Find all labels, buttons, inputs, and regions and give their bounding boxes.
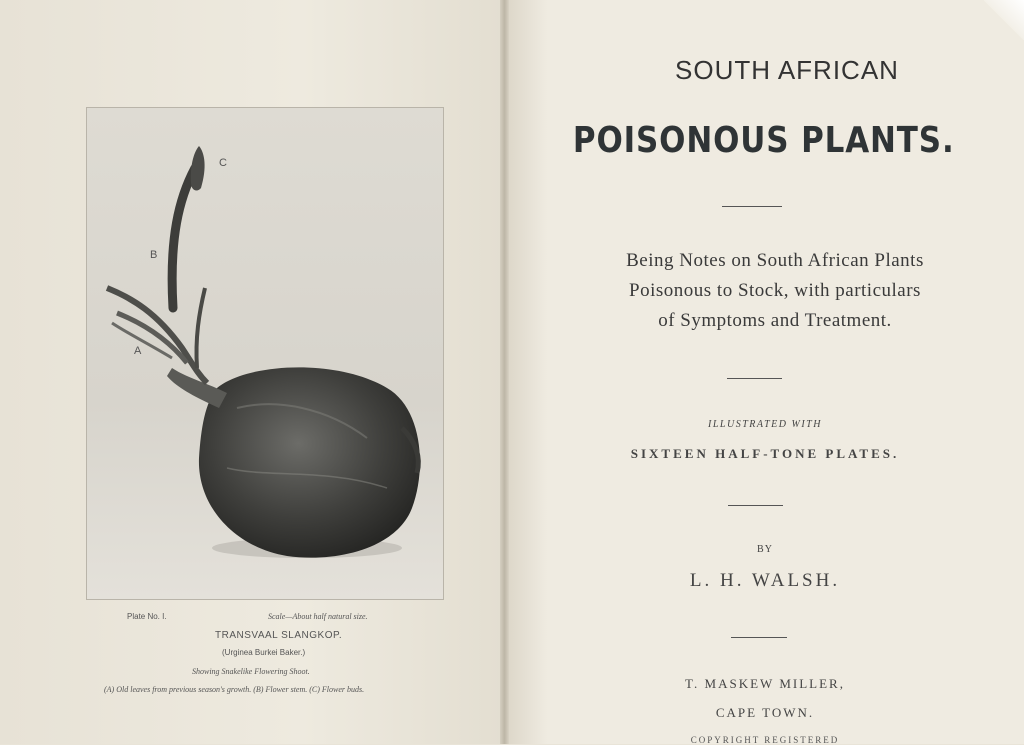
flower-stem (172, 168, 195, 308)
publisher-city: CAPE TOWN. (715, 705, 815, 720)
by-label: BY (757, 544, 773, 555)
label-c: C (219, 157, 227, 169)
copyright-note: COPYRIGHT REGISTERED (690, 735, 840, 745)
label-a: A (134, 345, 142, 357)
subtitle-line1: Being Notes on South African Plants (626, 250, 924, 271)
publisher: T. MASKEW MILLER, (685, 676, 845, 691)
bulb-shape (199, 367, 420, 557)
botanical-name: (Urginea Burkei Baker.) (222, 648, 306, 657)
illustrated-with: ILLUSTRATED WITH (708, 419, 822, 430)
subtitle-line2: Poisonous to Stock, with particulars (629, 280, 921, 301)
plate-number: Plate No. I. (127, 612, 167, 621)
scale-note: Scale—About half natural size. (268, 612, 368, 621)
legend-caption: (A) Old leaves from previous season's growth. (B) Flower stem. (C) Flower buds. (104, 685, 365, 694)
title-line1: SOUTH AFRICAN (675, 55, 899, 85)
label-b: B (150, 249, 158, 261)
divider-2 (727, 378, 782, 379)
plate-photograph (86, 107, 444, 600)
page-corner-fold (984, 0, 1024, 40)
plant-name: TRANSVAAL SLANGKOP. (215, 630, 343, 641)
subtitle-line3: of Symptoms and Treatment. (658, 310, 892, 331)
divider-4 (731, 637, 787, 638)
right-page (506, 0, 1024, 744)
flower-buds (191, 146, 205, 190)
divider-3 (728, 505, 783, 506)
divider-1 (722, 206, 782, 207)
author-name: L. H. WALSH. (689, 570, 841, 591)
book-gutter (500, 0, 509, 744)
plates-count: SIXTEEN HALF-TONE PLATES. (630, 446, 900, 461)
showing-caption: Showing Snakelike Flowering Shoot. (192, 667, 310, 676)
title-line2: POISONOUS PLANTS. (572, 120, 955, 161)
